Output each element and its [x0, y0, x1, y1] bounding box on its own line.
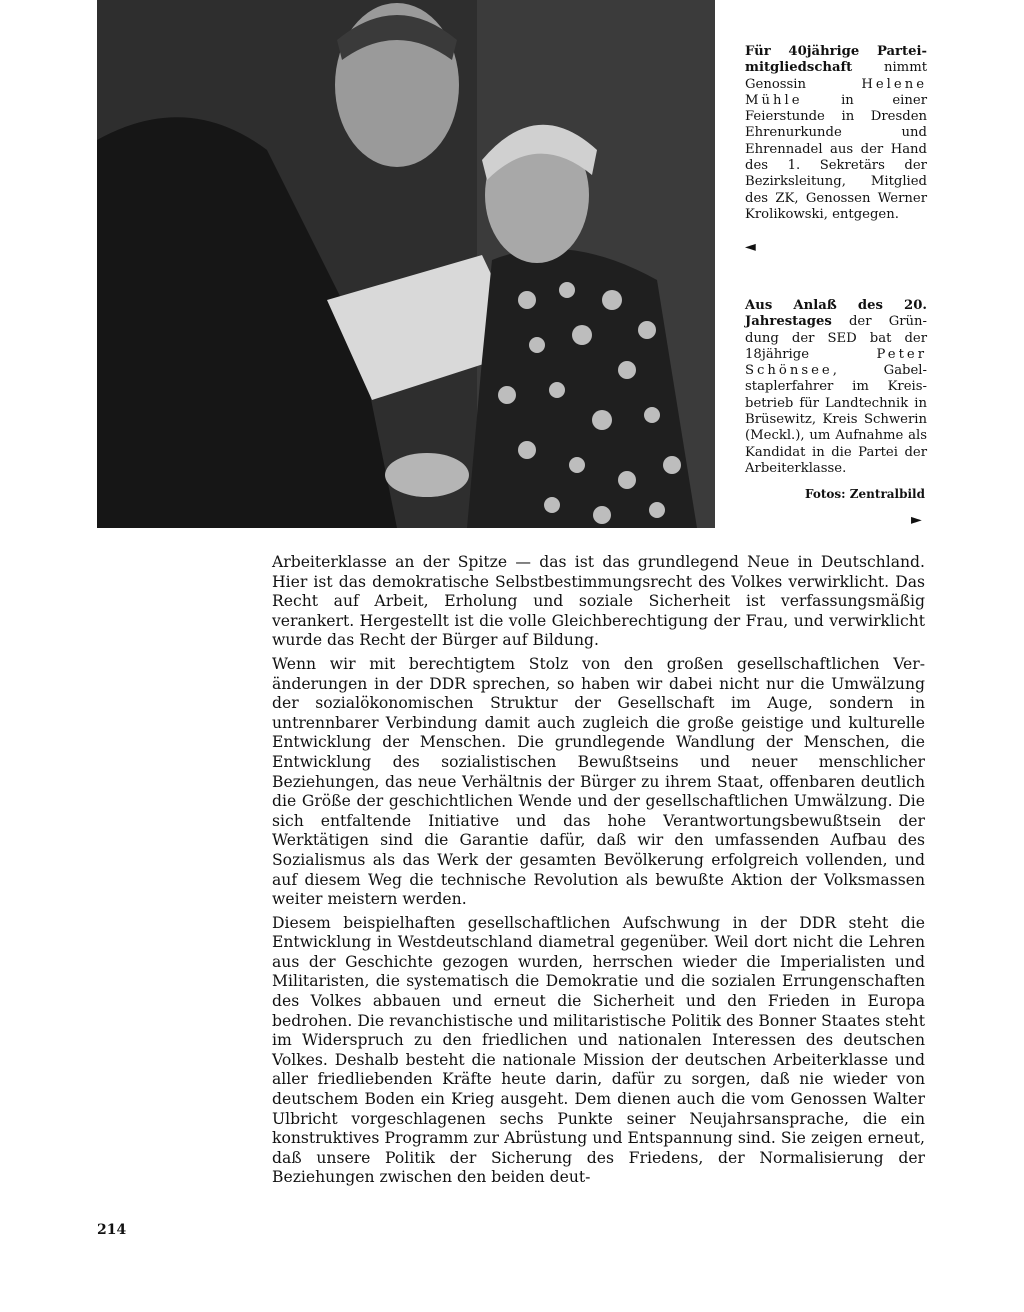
caption-text: nimmt Genossin — [745, 60, 927, 92]
paragraph: Arbeiterklasse an der Spitze — das ist das grundlegend Neue in Deutschland. Hier ist das demokratische Selbstbestimmungsrecht des Volkes verwirklicht. Das Recht auf Arbeit, Erholung und soziale Sicherheit ist verfassungsmäßig verankert. Hergestellt ist die volle Gleichberechtigung der Frau, und verwirklicht wurde das Recht der Bürger auf Bildung. — [272, 553, 925, 650]
arrow-left-icon: ◄ — [745, 239, 756, 255]
caption-person-name: Peter Schönsee — [745, 346, 927, 379]
photo-caption-bottom — [745, 298, 927, 477]
caption-text: in einer Feierstunde in Dresden Ehrenurkunde und Ehrennadel aus der Hand des 1. Sekretärs der Bezirksleitung, Mitglied des ZK, Genossen Werner Krolikowski, entgegen. — [745, 92, 927, 222]
caption-text: , Gabelstaplerfahrer im Kreisbetrieb für Landtechnik in Brüsewitz, Kreis Schwerin (Meckl.), um Aufnahme als Kandidat in die Partei der Arbeiterklasse. — [745, 363, 927, 476]
main-text — [272, 553, 925, 1192]
page-number: 214 — [97, 1222, 127, 1238]
arrow-right-icon: ► — [911, 512, 922, 528]
paragraph: Wenn wir mit berechtigtem Stolz von den großen gesellschaftlichen Veränderungen in der DDR sprechen, so haben wir dabei nicht nur die Umwälzung der sozialökonomischen Struktur der Gesellschaft im Auge, sondern in untrennbarer Verbindung damit auch zugleich die große geistige und kulturelle Entwicklung der Menschen. Die grundlegende Wandlung der Menschen, die Entwicklung des sozialistischen Bewußtseins und neuer menschlicher Beziehungen, das neue Verhältnis der Bürger zu ihrem Staat, offenbaren deutlich die Größe der geschichtlichen Wende und der gesellschaftlichen Umwälzung. Die sich entfaltende Initiative und das hohe Verantwortungsbewußtsein der Werktätigen sind die Garantie dafür, daß wir den umfassenden Aufbau des Sozialismus als das Werk der gesamten Bevölkerung erfolgreich vollenden, und auf diesem Weg die technische Revolution als bewußte Aktion der Volksmassen weiter meistern werden. — [272, 654, 925, 909]
caption-lead: Aus Anlaß des 20. Jahrestages — [745, 298, 927, 330]
photo-ceremony-icon — [97, 0, 715, 528]
caption-lead: Für 40jährige Parteimitgliedschaft — [745, 44, 927, 76]
ceremony-photo — [97, 0, 715, 528]
caption-person-name: Helene Mühle — [745, 76, 927, 108]
photo-caption-top — [745, 44, 927, 223]
paragraph: Diesem beispielhaften gesellschaftlichen Aufschwung in der DDR steht die Entwicklung in Westdeutschland diametral gegenüber. Weil dort nicht die Lehren aus der Geschichte gezogen wurden, herrschen wieder die Imperialisten und Militaristen, die systematisch die Demokratie und die sozialen Errungenschaften des Volkes abbauen und erneut die Sicherheit und den Frieden in Europa bedrohen. Die revanchistische und militaristische Politik des Bonner Staates steht im Widerspruch zu den friedlichen und nationalen Interessen des deutschen Volkes. Deshalb besteht die nationale Mission der deutschen Arbeiterklasse und aller friedliebenden Kräfte heute darin, dafür zu sorgen, daß nie wieder von deutschem Boden ein Krieg ausgeht. Dem dienen auch die vom Genossen Walter Ulbricht vorgeschlagenen sechs Punkte seiner Neujahrsansprache, die ein konstruktives Programm zur Abrüstung und Entspannung sind. Sie zeigen erneut, daß unsere Politik der Sicherung des Friedens, der Normalisierung der Beziehungen zwischen den beiden deut- — [272, 913, 925, 1187]
photo-credit: Fotos: Zentralbild — [805, 487, 925, 501]
caption-text: der Gründung der SED bat der 18jährige — [745, 314, 927, 362]
